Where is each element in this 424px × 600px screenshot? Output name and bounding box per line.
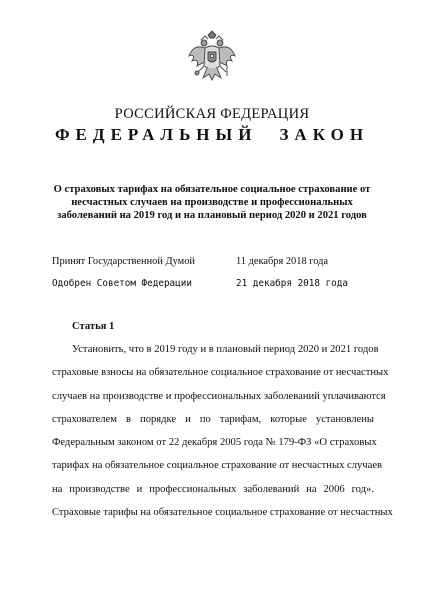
duma-adoption-label: Принят Государственной Думой (52, 256, 195, 267)
article-body (52, 338, 393, 524)
council-approval-label: Одобрен Советом Федерации (52, 278, 192, 289)
article-line: страхователем в порядке и по тарифам, которые установлены (52, 413, 374, 425)
article-line: Федеральным законом от 22 декабря 2005 года № 179-ФЗ «О страховых (52, 437, 377, 449)
council-approval-date: 21 декабря 2018 года (236, 278, 348, 289)
country-name: РОССИЙСКАЯ ФЕДЕРАЦИЯ (114, 106, 310, 122)
document-type-title (0, 125, 424, 145)
heading-line: О страховых тарифах на обязательное социальное страхование от (53, 184, 371, 195)
article-heading: Статья 1 (72, 321, 115, 332)
article-line: на производстве и профессиональных заболеваний на 2006 год». (52, 483, 374, 495)
duma-adoption-date: 11 декабря 2018 года (236, 256, 329, 267)
article-line: страховые взносы на обязательное социальное страхование от несчастных (52, 367, 389, 379)
article-line: Установить, что в 2019 году и в плановый период 2020 и 2021 годов (72, 344, 379, 355)
law-title-word-law: ЗАКОН (279, 125, 370, 144)
article-line: случаев на производстве и профессиональных заболеваний уплачиваются (52, 390, 386, 402)
heading-line: заболеваний на 2019 год и на плановый период 2020 и 2021 годов (57, 210, 367, 222)
article-line: тарифах на обязательное социальное страхование от несчастных случаев (52, 460, 383, 472)
law-title-word-federal: ФЕДЕРАЛЬНЫЙ (54, 125, 258, 144)
law-subject-heading (40, 183, 384, 223)
russian-coat-of-arms-icon (187, 30, 237, 88)
article-line: Страховые тарифы на обязательное социальное страхование от несчастных (52, 507, 393, 519)
heading-line: несчастных случаев на производстве и профессиональных (71, 197, 353, 209)
